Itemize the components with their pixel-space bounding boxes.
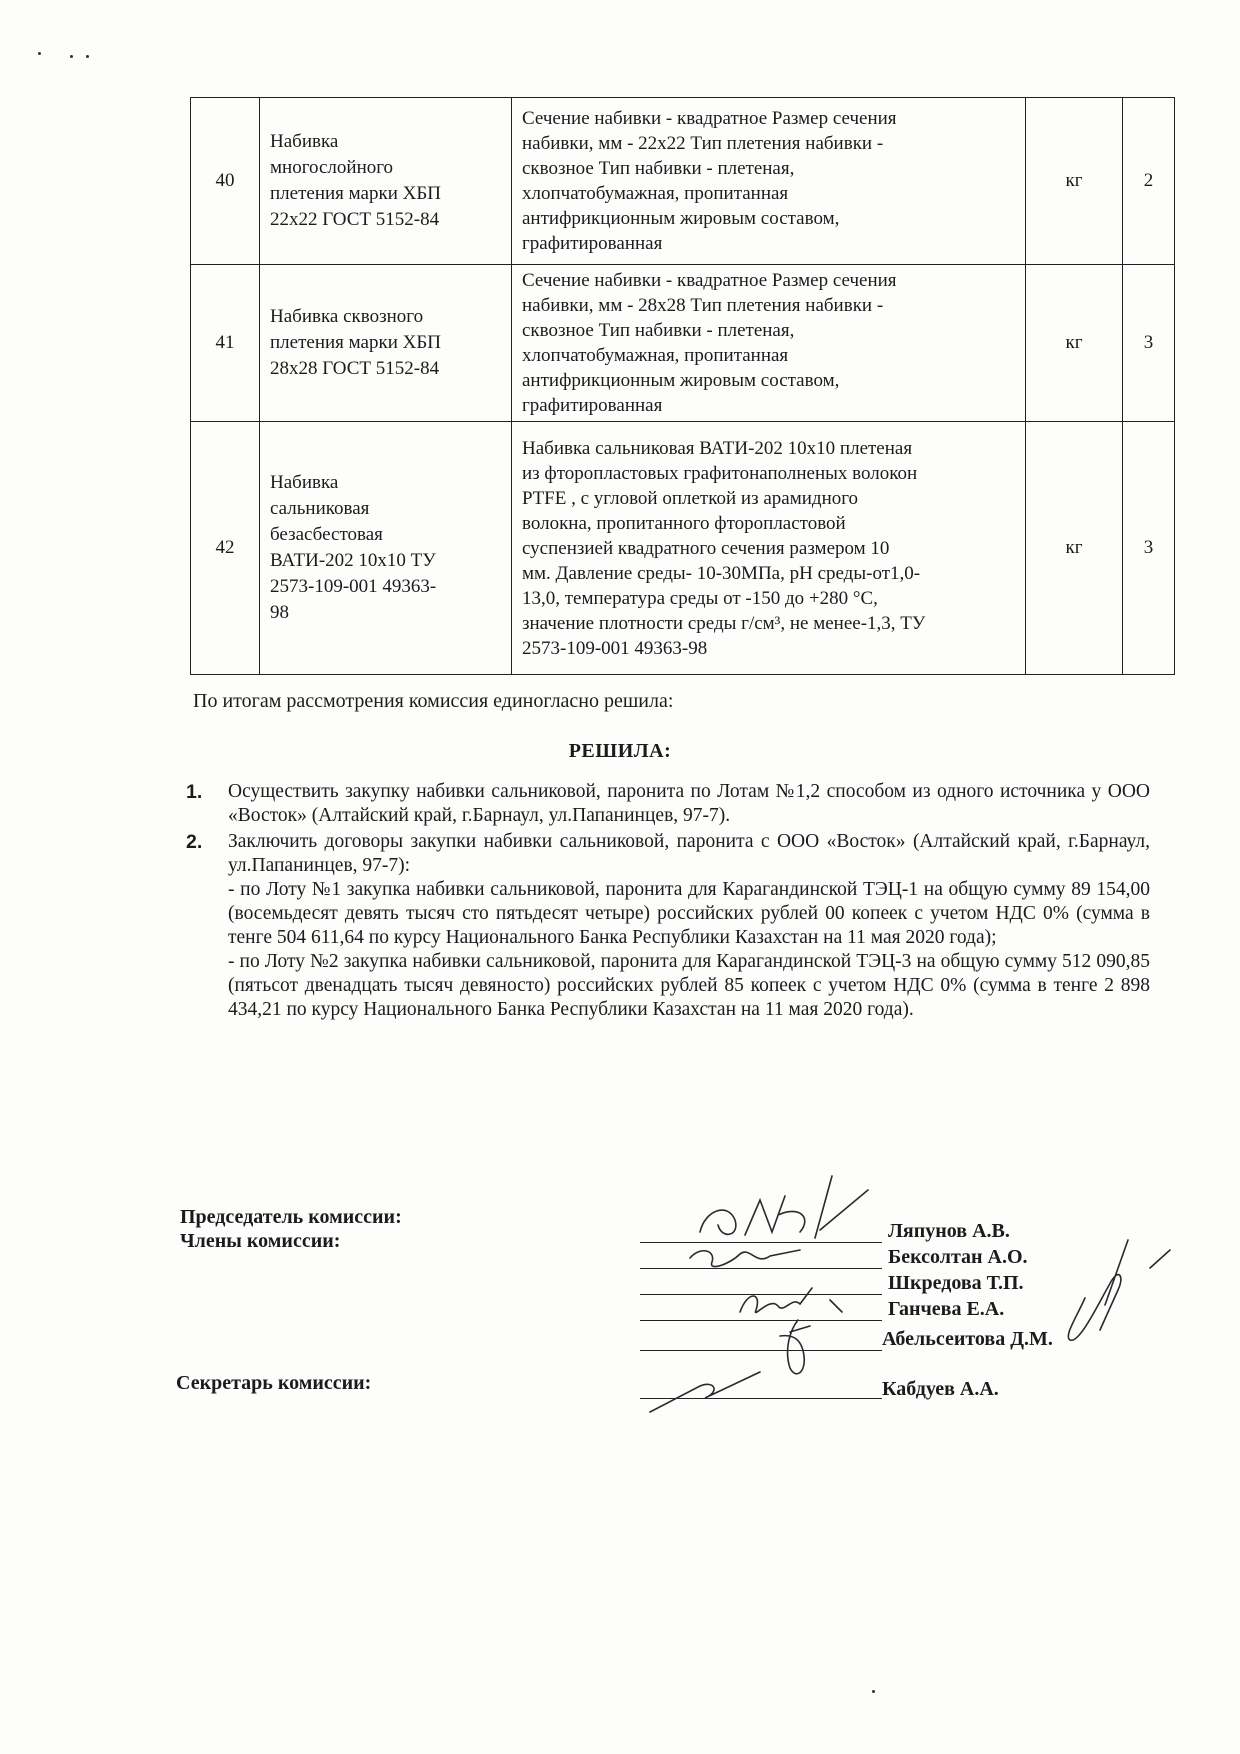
item-unit: кг xyxy=(1026,265,1123,422)
signature-scribble xyxy=(690,1250,800,1267)
item-unit: кг xyxy=(1026,422,1123,675)
item-description-line: набивки, мм - 22х22 Тип плетения набивки - xyxy=(522,133,884,154)
item-name-line: 28х28 ГОСТ 5152-84 xyxy=(270,358,440,379)
item-name-line: 22х22 ГОСТ 5152-84 xyxy=(270,209,440,230)
item-name-line: ВАТИ-202 10х10 ТУ xyxy=(270,550,436,571)
chairman-label: Председатель комиссии: xyxy=(180,1206,402,1228)
item-description-line: волокна, пропитанного фторопластовой xyxy=(522,512,846,534)
item-description-line: графитированная xyxy=(522,395,663,416)
member-name: Бексолтан А.О. xyxy=(888,1246,1028,1268)
signature-scribble xyxy=(1068,1240,1170,1340)
item-name-line: многослойного xyxy=(270,157,394,178)
decision-number: 2. xyxy=(186,831,203,853)
decision-number: 1. xyxy=(186,781,203,803)
decision-text: Осуществить закупку набивки сальниковой, паронита по Лотам №1,2 способом из одного источника у ООО «Восток» (Алтайский край, г.Барнаул, ул.Папанинцев, 97-7). xyxy=(228,781,1150,826)
member-name: Ляпунов А.В. xyxy=(888,1220,1010,1242)
item-description-line: набивки, мм - 28х28 Тип плетения набивки - xyxy=(522,295,884,316)
lot-1-text: - по Лоту №1 закупка набивки сальниковой, паронита для Карагандинской ТЭЦ-1 на общую сумму 89 154,00 (восемьдесят девять тысяч сто пятьдесят четыре) российских рублей 00 копеек с учетом НДС 0% (сумма в тенге 504 611,64 по курсу Национального Банка Республики Казахстан на 11 мая 2020 года); xyxy=(228,879,1150,948)
item-quantity: 3 xyxy=(1123,265,1175,422)
item-unit: кг xyxy=(1026,98,1123,265)
item-description-line: 13,0, температура среды от -150 до +280 °С, xyxy=(522,587,878,609)
item-description-line: мм. Давление среды- 10-30МПа, pH среды-от1,0- xyxy=(522,562,921,584)
row-number: 41 xyxy=(191,265,260,422)
item-name-line: безасбестовая xyxy=(270,524,383,545)
item-quantity: 3 xyxy=(1123,422,1175,675)
item-name-line: 2573-109-001 49363- xyxy=(270,576,437,597)
item-name-line: сальниковая xyxy=(270,498,370,519)
item-description-line: антифрикционным жировым составом, xyxy=(522,370,840,391)
decision-intro: По итогам рассмотрения комиссия единогласно решила: xyxy=(193,690,674,712)
item-description-line: хлопчатобумажная, пропитанная xyxy=(522,345,789,366)
secretary-name: Кабдуев А.А. xyxy=(882,1378,999,1400)
item-description-line: сквозное Тип набивки - плетеная, xyxy=(522,158,795,179)
item-description-line: из фторопластовых графитонаполненых волокон xyxy=(522,462,918,484)
item-name-line: плетения марки ХБП xyxy=(270,332,441,353)
members-label: Члены комиссии: xyxy=(180,1230,341,1252)
item-description-line: хлопчатобумажная, пропитанная xyxy=(522,183,789,204)
secretary-label: Секретарь комиссии: xyxy=(176,1372,372,1394)
row-number: 40 xyxy=(191,98,260,265)
row-number: 42 xyxy=(191,422,260,675)
lot-2-text: - по Лоту №2 закупка набивки сальниковой, паронита для Карагандинской ТЭЦ-3 на общую сумму 512 090,85 (пятьсот двенадцать тысяч девяносто) российских рублей 85 копеек с учетом НДС 0% (сумма в тенге 2 898 434,21 по курсу Национального Банка Республики Казахстан на 11 мая 2020 года). xyxy=(228,951,1150,1020)
decision-heading: РЕШИЛА: xyxy=(568,740,672,762)
item-name-line: Набивка xyxy=(270,131,339,152)
item-quantity: 2 xyxy=(1123,98,1175,265)
signature-scribble xyxy=(650,1372,760,1412)
item-name-line: плетения марки ХБП xyxy=(270,183,441,204)
item-description-line: сквозное Тип набивки - плетеная, xyxy=(522,320,795,341)
decision-text: Заключить договоры закупки набивки сальниковой, паронита с ООО «Восток» (Алтайский край, г.Барнаул, ул.Папанинцев, 97-7): xyxy=(228,831,1150,876)
item-description-line: 2573-109-001 49363-98 xyxy=(522,637,708,659)
item-description-line: Сечение набивки - квадратное Размер сечения xyxy=(522,270,897,291)
item-name-line: Набивка xyxy=(270,472,339,493)
item-description-line: PTFE , с угловой оплеткой из арамидного xyxy=(522,487,859,509)
member-name: Ганчева Е.А. xyxy=(888,1298,1005,1320)
item-description-line: значение плотности среды г/см³, не менее-1,3, ТУ xyxy=(522,612,926,634)
signature-scribble xyxy=(740,1288,842,1312)
member-name: Абельсеитова Д.М. xyxy=(882,1328,1053,1350)
item-description-line: суспензией квадратного сечения размером 10 xyxy=(522,537,890,559)
item-description-line: Набивка сальниковая ВАТИ-202 10х10 плетеная xyxy=(522,437,913,459)
item-description-line: графитированная xyxy=(522,233,663,254)
item-description-line: антифрикционным жировым составом, xyxy=(522,208,840,229)
signature-scribble xyxy=(780,1320,810,1374)
item-name-line: 98 xyxy=(270,602,289,623)
member-name: Шкредова Т.П. xyxy=(888,1272,1024,1294)
item-name-line: Набивка сквозного xyxy=(270,306,424,327)
item-description-line: Сечение набивки - квадратное Размер сечения xyxy=(522,108,897,129)
signature-scribble xyxy=(700,1176,868,1238)
